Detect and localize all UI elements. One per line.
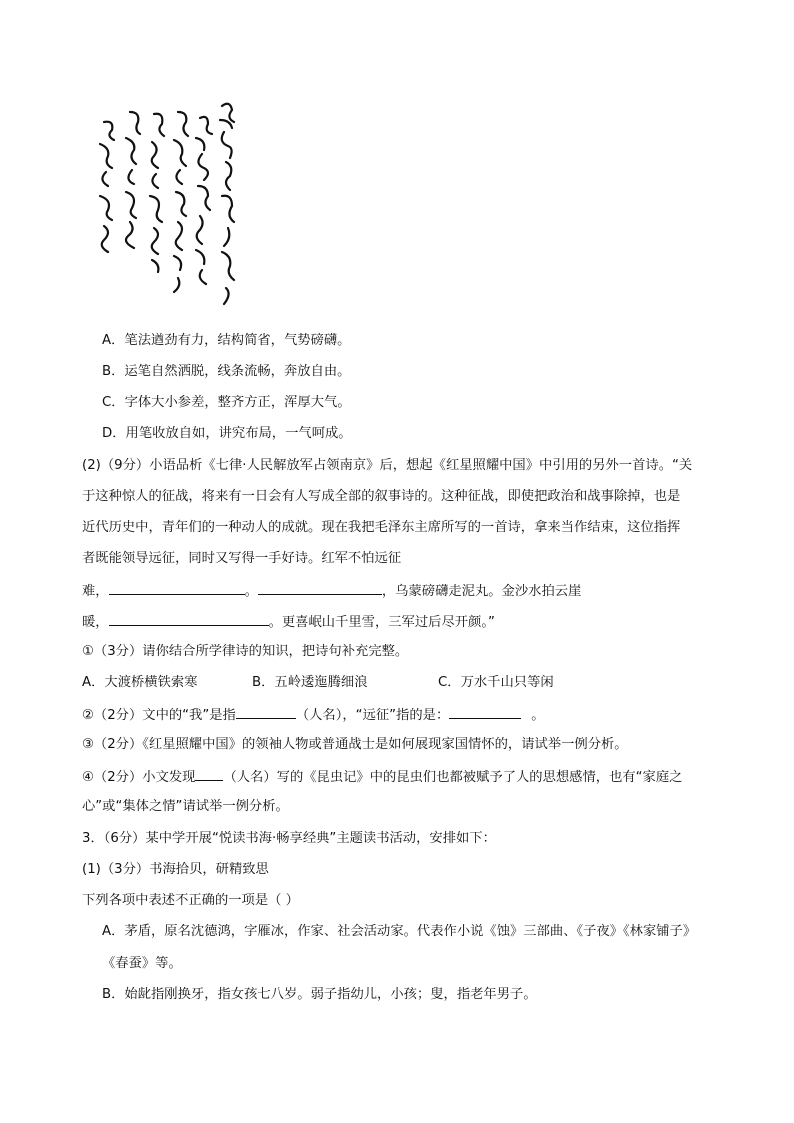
q2-sub4-rest: （人名）写的《昆虫记》中的昆虫们也都被赋予了人的思想感情，也有“家庭之: [223, 770, 683, 785]
q1-option-a: A．笔法遒劲有力，结构简省，气势磅礴。: [102, 333, 351, 348]
q2-line-3: 近代历史中，青年们的一种动人的成就。现在我把毛泽东主席所写的一首诗，拿来当作结束，这位指挥: [82, 520, 681, 535]
q1-option-b: B．运笔自然洒脱，线条流畅，奔放自由。: [102, 364, 351, 379]
fill-blank-expedition[interactable]: [449, 704, 521, 719]
q3-option-b: B．始龀指刚换牙，指女孩七八岁。弱子指幼儿，小孩；叟，指老年男子。: [102, 987, 537, 1002]
q2-sub1-option-a: A．大渡桥横铁索寒: [82, 675, 198, 690]
q2-line-5-mid: 。: [244, 584, 258, 599]
q2-line-5: [82, 580, 581, 602]
q2-sub4-line-2: 心”或“集体之情”请试举一例分析。: [82, 799, 289, 814]
q2-sub3: ③（2分）《红星照耀中国》的领袖人物或普通战士是如何展现家国情怀的，请试举一例分析。: [82, 737, 628, 752]
q2-line-5-end: ，乌蒙磅礴走泥丸。金沙水拍云崖: [381, 584, 582, 599]
q1-option-c: C．字体大小参差，整齐方正，浑厚大气。: [102, 395, 351, 410]
q2-sub2-end: 。: [531, 708, 545, 723]
q3-title: 3．（6分）某中学开展“悦读书海·畅享经典”主题读书活动，安排如下：: [82, 831, 496, 846]
q2-line-5-start: 难，: [82, 584, 109, 599]
q2-sub2: [82, 704, 545, 726]
q2-line-4: 者既能领导远征，同时又写得一手好诗。红军不怕远征: [82, 551, 402, 566]
fill-blank-2[interactable]: [258, 580, 382, 595]
q2-line-6-start: 暖，: [82, 615, 109, 630]
fill-blank-person[interactable]: [236, 704, 296, 719]
q2-sub2-start: ②（2分）文中的“我”是指: [82, 708, 236, 723]
q2-sub4-line-1: [82, 766, 682, 788]
q3-option-a-line-1: A．茅盾，原名沈德鸿，字雁冰，作家、社会活动家。代表作小说《蚀》三部曲、《子夜》《林家铺子》: [102, 924, 697, 939]
q3-option-a-line-2: 《春蚕》等。: [102, 956, 182, 971]
q3-sub1: (1)（3分）书海拾贝，研精致思: [82, 862, 269, 877]
q2-sub4-start: ④（2分）小文发现: [82, 770, 196, 785]
q2-sub1-option-c: C．万水千山只等闲: [438, 675, 554, 690]
fill-blank-author[interactable]: [195, 766, 223, 781]
calligraphy-image: [82, 92, 242, 322]
q2-line-1: (2)（9分）小语品析《七律·人民解放军占领南京》后，想起《红星照耀中国》中引用的另外一首诗。“关: [82, 458, 693, 473]
fill-blank-3[interactable]: [109, 611, 269, 626]
fill-blank-1[interactable]: [109, 580, 245, 595]
q2-line-6-end: 。更喜岷山千里雪，三军过后尽开颜。”: [268, 615, 495, 630]
q2-line-2: 于这种惊人的征战，将来有一日会有人写成全部的叙事诗的。这种征战，即使把政治和战事除掉，也是: [82, 489, 681, 504]
q3-prompt: 下列各项中表述不正确的一项是（ ）: [82, 893, 299, 908]
q2-line-6: [82, 611, 495, 633]
q2-sub2-mid: （人名），“远征”指的是：: [295, 708, 450, 723]
q2-sub1: ①（3分）请你结合所学律诗的知识，把诗句补充完整。: [82, 644, 409, 659]
q2-sub1-option-b: B．五岭逶迤腾细浪: [252, 675, 368, 690]
q1-option-d: D．用笔收放自如，讲究布局，一气呵成。: [102, 426, 352, 441]
